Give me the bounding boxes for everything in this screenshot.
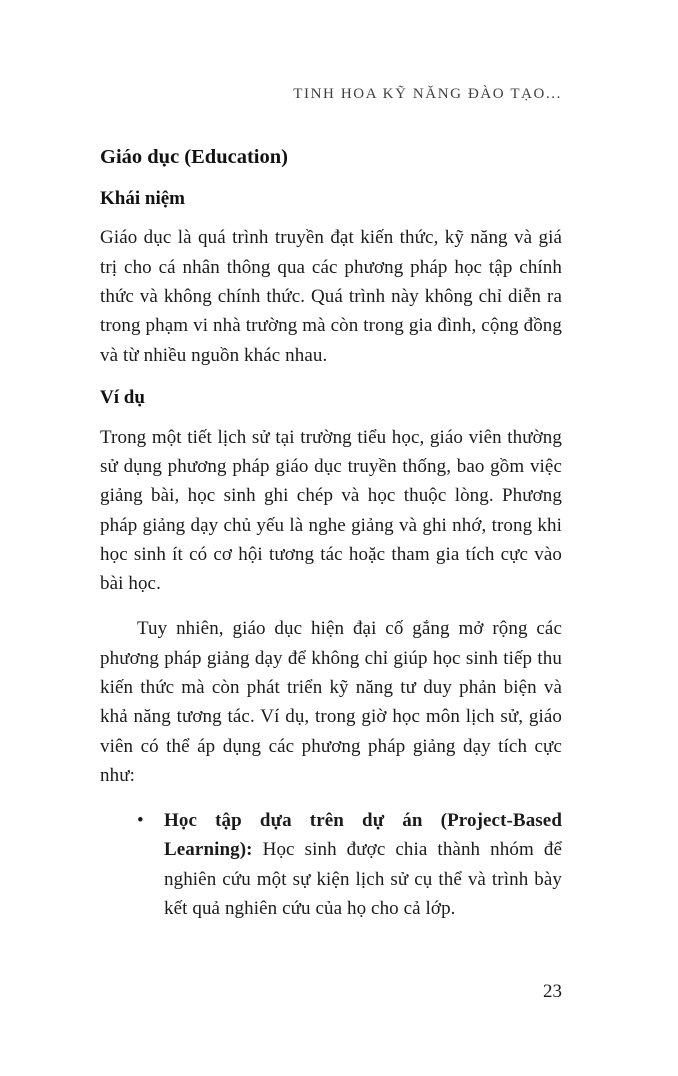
bullet-body-text: Học sinh được chia thành nhóm để nghiên cứu một sự kiện lịch sử cụ thể và trình bày kết quả nghiên cứu của họ cho cả lớp. bbox=[164, 839, 562, 920]
example-heading: Ví dụ bbox=[100, 386, 145, 408]
article-title: Giáo dục (Education) bbox=[100, 146, 288, 168]
concept-paragraph: Giáo dục là quá trình truyền đạt kiến thức, kỹ năng và giá trị cho cá nhân thông qua các phương pháp học tập chính thức và không chính thức. Quá trình này không chỉ diễn ra trong phạm vi nhà trường mà còn trong gia đình, cộng đồng và từ nhiều nguồn khác nhau. bbox=[100, 227, 562, 366]
list-item bbox=[100, 806, 562, 923]
bullet-lead-text: Học tập dựa trên dự án (Project-Based Learning): bbox=[164, 810, 562, 861]
concept-heading: Khái niệm bbox=[100, 187, 185, 209]
example-paragraph-1: Trong một tiết lịch sử tại trường tiểu học, giáo viên thường sử dụng phương pháp giáo dục truyền thống, bao gồm việc giảng bài, học sinh ghi chép và học thuộc lòng. Phương pháp giảng dạy chủ yếu là nghe giảng và ghi nhớ, trong khi học sinh ít có cơ hội tương tác hoặc tham gia tích cực vào bài học. bbox=[100, 426, 562, 595]
bullet-icon: • bbox=[137, 810, 144, 832]
running-header: TINH HOA KỸ NĂNG ĐÀO TẠO... bbox=[293, 86, 562, 102]
example-paragraph-2: Tuy nhiên, giáo dục hiện đại cố gắng mở rộng các phương pháp giảng dạy để không chỉ giúp học sinh tiếp thu kiến thức mà còn phát triển kỹ năng tư duy phản biện và khả năng tương tác. Ví dụ, trong giờ học môn lịch sử, giáo viên có thể áp dụng các phương pháp giảng dạy tích cực như: bbox=[100, 618, 562, 786]
bullet-list bbox=[100, 806, 562, 923]
page-number: 23 bbox=[543, 981, 562, 1002]
